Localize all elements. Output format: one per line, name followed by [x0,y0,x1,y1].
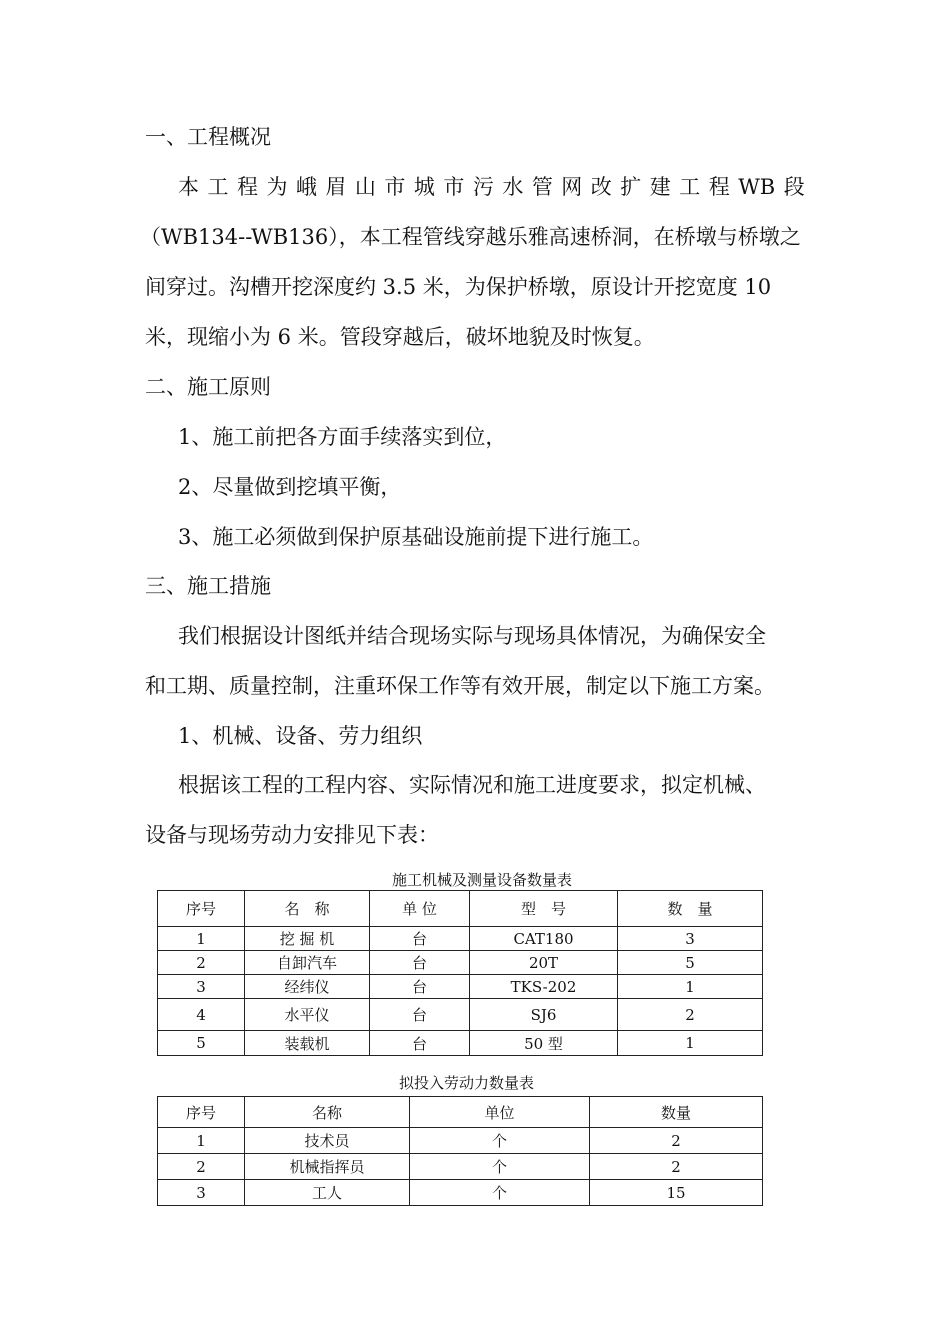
table-cell: 5 [158,1031,245,1056]
section2-item-3: 3、施工必须做到保护原基础设施前提下进行施工。 [178,525,654,549]
table-row [158,999,763,1031]
table-cell: 台 [370,927,470,951]
section1-heading: 一、工程概况 [145,125,271,149]
table-cell: 个 [410,1180,590,1206]
section3-paragraph1-line2: 和工期、质量控制，注重环保工作等有效开展，制定以下施工方案。 [145,674,775,698]
table-row [158,1031,763,1056]
table-cell: 2 [158,951,245,975]
table-cell: 15 [590,1180,763,1206]
table-cell: 台 [370,999,470,1031]
table-cell: SJ6 [470,999,618,1031]
table-cell: 20T [470,951,618,975]
table-row [158,927,763,951]
section1-paragraph-line1: 本 工 程 为 峨 眉 山 市 城 市 污 水 管 网 改 扩 建 工 程 WB 段 [178,175,805,199]
section1-paragraph-line3: 间穿过。沟槽开挖深度约 3.5 米，为保护桥墩，原设计开挖宽度 10 [145,275,772,299]
header-cell: 名 称 [245,891,370,927]
table-cell: 水平仪 [245,999,370,1031]
section2-item-2: 2、尽量做到挖填平衡， [178,475,402,499]
section3-paragraph2-line2: 设备与现场劳动力安排见下表： [145,823,439,847]
table-row [158,1180,763,1206]
table-cell: 挖 掘 机 [245,927,370,951]
table-row [158,1154,763,1180]
table-cell: 1 [158,1128,245,1154]
table2-caption: 拟投入劳动力数量表 [399,1074,535,1092]
table-cell: 1 [158,927,245,951]
table-cell: 3 [158,975,245,999]
header-cell: 型 号 [470,891,618,927]
table-cell: 2 [590,1128,763,1154]
table-cell: 1 [618,975,763,999]
table-cell: 台 [370,975,470,999]
header-cell: 单位 [410,1097,590,1128]
section3-subheading: 1、机械、设备、劳力组织 [178,724,423,748]
table-cell: 2 [590,1154,763,1180]
table-header-row [158,891,763,927]
table-cell: 4 [158,999,245,1031]
header-cell: 序号 [158,891,245,927]
table-cell: 个 [410,1154,590,1180]
table-cell: 1 [618,1031,763,1056]
equipment-table [157,890,763,1056]
section3-paragraph1-line1: 我们根据设计图纸并结合现场实际与现场具体情况，为确保安全 [178,624,766,648]
table-cell: 3 [158,1180,245,1206]
table-cell: 装载机 [245,1031,370,1056]
table-cell: 经纬仪 [245,975,370,999]
table-cell: 5 [618,951,763,975]
table-cell: 个 [410,1128,590,1154]
table-cell: CAT180 [470,927,618,951]
table-cell: 工人 [245,1180,410,1206]
section2-heading: 二、施工原则 [145,375,271,399]
section3-heading: 三、施工措施 [145,574,271,598]
section2-item-1: 1、施工前把各方面手续落实到位， [178,425,507,449]
table-cell: 2 [158,1154,245,1180]
table-cell: 技术员 [245,1128,410,1154]
table-row [158,951,763,975]
table-row [158,1128,763,1154]
table-header-row [158,1097,763,1128]
table-cell: 自卸汽车 [245,951,370,975]
labor-table [157,1096,763,1206]
section1-paragraph-line2: （WB134--WB136），本工程管线穿越乐雅高速桥洞，在桥墩与桥墩之 [140,225,801,249]
table-cell: 机械指挥员 [245,1154,410,1180]
table-cell: 3 [618,927,763,951]
header-cell: 数 量 [618,891,763,927]
table-cell: 台 [370,1031,470,1056]
header-cell: 单 位 [370,891,470,927]
header-cell: 序号 [158,1097,245,1128]
header-cell: 数量 [590,1097,763,1128]
section3-paragraph2-line1: 根据该工程的工程内容、实际情况和施工进度要求，拟定机械、 [178,773,766,797]
table-cell: 台 [370,951,470,975]
table-cell: 2 [618,999,763,1031]
table-row [158,975,763,999]
header-cell: 名称 [245,1097,410,1128]
table1-caption: 施工机械及测量设备数量表 [392,871,573,889]
section1-paragraph-line4: 米，现缩小为 6 米。管段穿越后，破坏地貌及时恢复。 [145,325,655,349]
table-cell: 50 型 [470,1031,618,1056]
table-cell: TKS-202 [470,975,618,999]
